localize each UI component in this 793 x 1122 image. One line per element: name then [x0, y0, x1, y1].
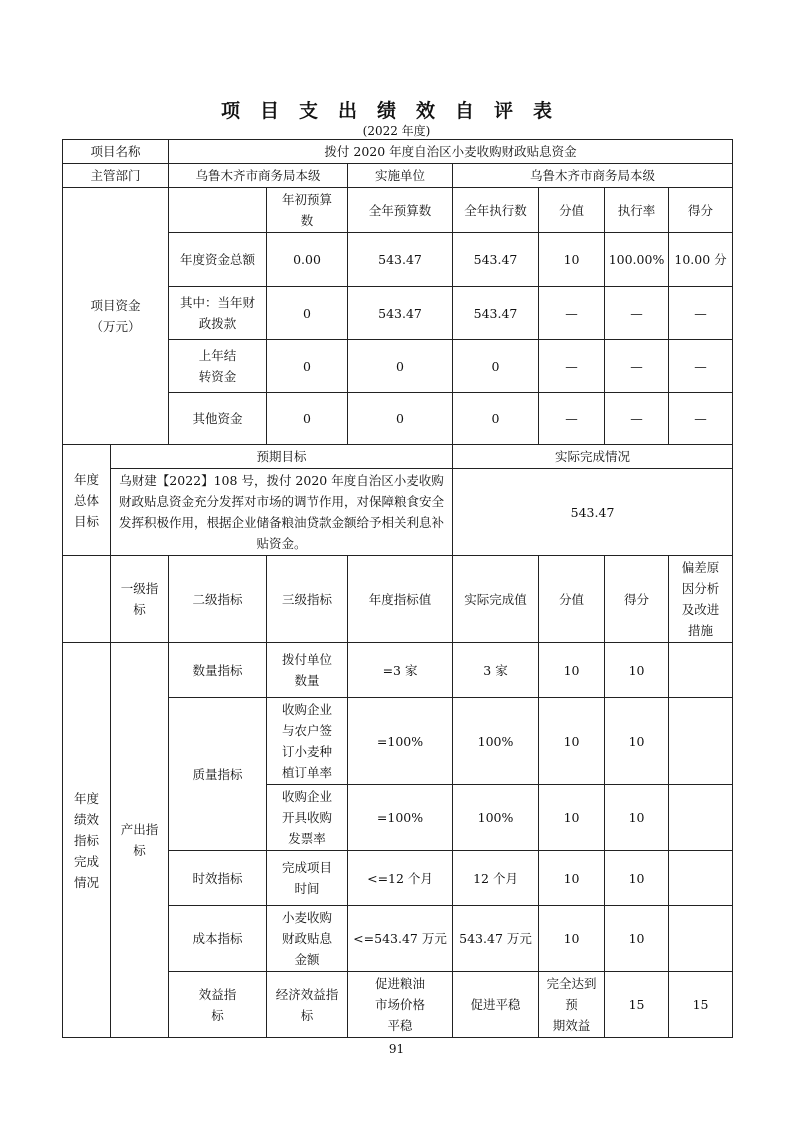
target-cell: =3 家 [348, 643, 453, 698]
score-value-cell: 10 [539, 906, 605, 972]
funds-score: — [669, 287, 733, 340]
funds-section-label: 项目资金 （万元） [63, 188, 169, 445]
funds-initial: 0 [267, 340, 348, 393]
funds-header-empty [169, 188, 267, 233]
overall-goal-label: 年度 总体 目标 [63, 445, 111, 556]
funds-header-score-value: 分值 [539, 188, 605, 233]
score-cell: 10 [605, 906, 669, 972]
funds-budget: 0 [348, 393, 453, 445]
report-year: (2022 年度) [362, 124, 431, 138]
impl-label: 实施单位 [348, 164, 453, 188]
actual-cell: 100% [453, 698, 539, 785]
actual-cell: 543.47 万元 [453, 906, 539, 972]
actual-cell: 完全达到预 期效益 [539, 972, 605, 1038]
target-cell: 促进平稳 [453, 972, 539, 1038]
funds-header-score: 得分 [669, 188, 733, 233]
level2-cell: 质量指标 [169, 698, 267, 851]
deviation-cell [669, 698, 733, 785]
output-indicator-label: 产出指 标 [111, 643, 169, 1038]
funds-score: 10.00 分 [669, 233, 733, 287]
funds-initial: 0.00 [267, 233, 348, 287]
project-name-value: 拨付 2020 年度自治区小麦收购财政贴息资金 [169, 140, 733, 164]
score-cell: 15 [669, 972, 733, 1038]
target-cell: =100% [348, 698, 453, 785]
expected-goal-header: 预期目标 [111, 445, 453, 469]
indicators-header-empty [63, 556, 111, 643]
header-level2: 二级指标 [169, 556, 267, 643]
performance-table [62, 139, 733, 1038]
indicator-row-quantity [63, 643, 733, 698]
funds-score-value: — [539, 393, 605, 445]
funds-score-value: 10 [539, 233, 605, 287]
header-target: 年度指标值 [348, 556, 453, 643]
actual-cell: 12 个月 [453, 851, 539, 906]
score-value-cell: 10 [539, 698, 605, 785]
level3-cell: 收购企业 开具收购 发票率 [267, 785, 348, 851]
level3-cell: 小麦收购 财政贴息 金额 [267, 906, 348, 972]
funds-executed: 543.47 [453, 287, 539, 340]
dept-value: 乌鲁木齐市商务局本级 [169, 164, 348, 188]
funds-score-value: — [539, 340, 605, 393]
impl-value: 乌鲁木齐市商务局本级 [453, 164, 733, 188]
expected-goal-text: 乌财建【2022】108 号，拨付 2020 年度自治区小麦收购财政贴息资金充分发挥对市场的调节作用，对保障粮食安全发挥积极作用，根据企业储备粮油贷款金额给予相关利息补贴资金。 [111, 469, 453, 556]
level2-cell: 时效指标 [169, 851, 267, 906]
header-actual: 实际完成值 [453, 556, 539, 643]
header-score: 得分 [605, 556, 669, 643]
funds-score: — [669, 340, 733, 393]
overall-header-row [63, 445, 733, 469]
funds-rate: — [605, 287, 669, 340]
page-number: 91 [388, 1042, 405, 1056]
header-level3: 三级指标 [267, 556, 348, 643]
funds-budget: 543.47 [348, 287, 453, 340]
project-name-row [63, 140, 733, 164]
funds-budget: 543.47 [348, 233, 453, 287]
target-cell: <=543.47 万元 [348, 906, 453, 972]
score-cell: 10 [605, 643, 669, 698]
level2-cell: 数量指标 [169, 643, 267, 698]
overall-content-row [63, 469, 733, 556]
benefit-indicator-label: 效益指 标 [169, 972, 267, 1038]
deviation-cell [669, 851, 733, 906]
target-cell: =100% [348, 785, 453, 851]
funds-row-label: 年度资金总额 [169, 233, 267, 287]
funds-score: — [669, 393, 733, 445]
level2-cell: 经济效益指标 [267, 972, 348, 1038]
page-title: 项目支出绩效自评表 [220, 100, 572, 122]
funds-executed: 0 [453, 393, 539, 445]
header-deviation: 偏差原 因分析 及改进 措施 [669, 556, 733, 643]
score-cell: 10 [605, 785, 669, 851]
department-row [63, 164, 733, 188]
score-value-cell: 15 [605, 972, 669, 1038]
funds-rate: 100.00% [605, 233, 669, 287]
funds-row-label: 其他资金 [169, 393, 267, 445]
score-value-cell: 10 [539, 785, 605, 851]
funds-score-value: — [539, 287, 605, 340]
funds-rate: — [605, 340, 669, 393]
funds-budget: 0 [348, 340, 453, 393]
score-value-cell: 10 [539, 643, 605, 698]
header-score-value: 分值 [539, 556, 605, 643]
deviation-cell [669, 643, 733, 698]
funds-header-budget: 全年预算数 [348, 188, 453, 233]
actual-cell: 100% [453, 785, 539, 851]
funds-executed: 543.47 [453, 233, 539, 287]
funds-rate: — [605, 393, 669, 445]
header-level1: 一级指 标 [111, 556, 169, 643]
level3-cell: 拨付单位 数量 [267, 643, 348, 698]
target-cell: <=12 个月 [348, 851, 453, 906]
funds-initial: 0 [267, 287, 348, 340]
funds-header-executed: 全年执行数 [453, 188, 539, 233]
funds-row-label: 上年结 转资金 [169, 340, 267, 393]
project-name-label: 项目名称 [63, 140, 169, 164]
deviation-cell [669, 906, 733, 972]
funds-header-initial: 年初预算 数 [267, 188, 348, 233]
level3-cell: 收购企业 与农户签 订小麦种 植订单率 [267, 698, 348, 785]
funds-row-label: 其中：当年财 政拨款 [169, 287, 267, 340]
indicators-section-label: 年度 绩效 指标 完成 情况 [63, 643, 111, 1038]
score-value-cell: 10 [539, 851, 605, 906]
level3-cell: 促进粮油 市场价格 平稳 [348, 972, 453, 1038]
level3-cell: 完成项目 时间 [267, 851, 348, 906]
dept-label: 主管部门 [63, 164, 169, 188]
actual-completion-text: 543.47 [453, 469, 733, 556]
funds-executed: 0 [453, 340, 539, 393]
actual-completion-header: 实际完成情况 [453, 445, 733, 469]
indicators-header-row [63, 556, 733, 643]
level2-cell: 成本指标 [169, 906, 267, 972]
score-cell: 10 [605, 851, 669, 906]
deviation-cell [669, 785, 733, 851]
funds-initial: 0 [267, 393, 348, 445]
funds-header-row [63, 188, 733, 233]
score-cell: 10 [605, 698, 669, 785]
funds-header-rate: 执行率 [605, 188, 669, 233]
actual-cell: 3 家 [453, 643, 539, 698]
